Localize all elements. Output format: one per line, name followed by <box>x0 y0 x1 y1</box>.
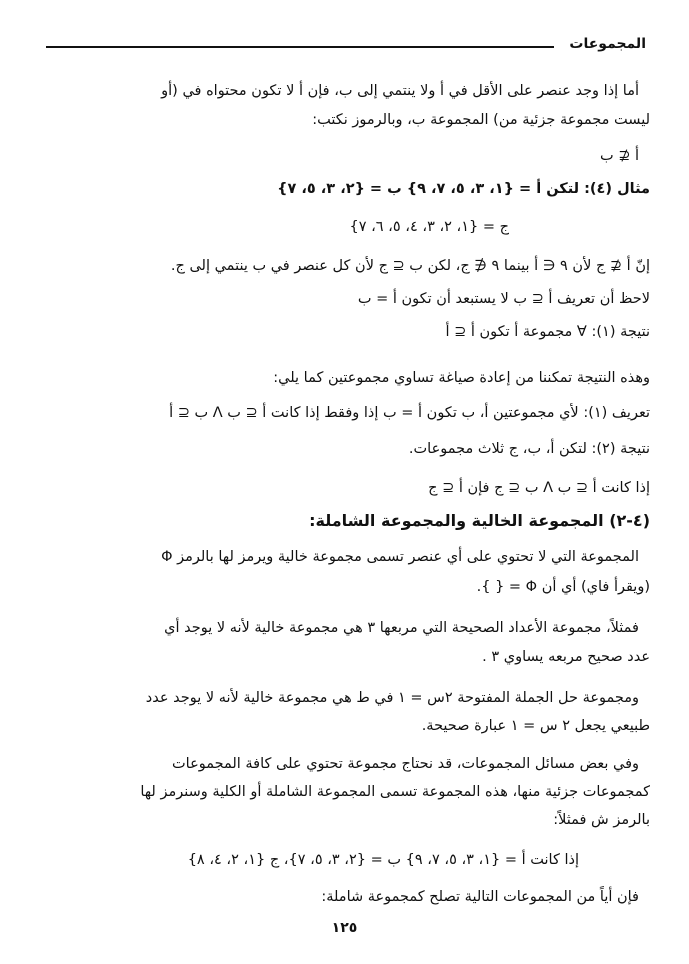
text-line: لاحظ أن تعريف أ ⊆ ب لا يستبعد أن تكون أ = ب <box>357 291 650 307</box>
text-line: عدد صحيح مربعه يساوي ٣ . <box>482 649 650 665</box>
text-line: وهذه النتيجة تمكننا من إعادة صياغة تساوي مجموعتين كما يلي: <box>273 370 650 386</box>
definition-line: تعريف (١): لأي مجموعتين أ، ب تكون أ = ب إذا وفقط إذا كانت أ ⊆ ب Λ ب ⊆ أ <box>169 405 650 421</box>
text-line: وفي بعض مسائل المجموعات، قد نحتاج مجموعة تحتوي على كافة المجموعات <box>172 756 639 772</box>
section-heading: (٤-٢) المجموعة الخالية والمجموعة الشاملة: <box>309 511 650 530</box>
text-line: بالرمز ش فمثلاً: <box>553 812 650 828</box>
text-line: المجموعة التي لا تحتوي على أي عنصر تسمى مجموعة خالية ويرمز لها بالرمز Φ <box>161 549 639 565</box>
text-line: فمثلاً، مجموعة الأعداد الصحيحة التي مربعها ٣ هي مجموعة خالية لأنه لا يوجد أي <box>164 620 639 636</box>
text-line: (ويقرأ فاي) أي أن Φ = { }. <box>476 579 650 595</box>
text-line: إنّ أ ⊈ ج لأن ٩ ∈ أ بينما ٩ ∉ ج، لكن ب ⊆ ج لأن كل عنصر في ب ينتمي إلى ج. <box>170 258 650 274</box>
result-line: نتيجة (١): ∀ مجموعة أ تكون أ ⊆ أ <box>445 324 650 340</box>
text-line: أما إذا وجد عنصر على الأقل في أ ولا ينتمي إلى ب، فإن أ لا تكون محتواه في (أو <box>161 83 639 99</box>
text-line: ومجموعة حل الجملة المفتوحة ٢س = ١ في ط هي مجموعة خالية لأنه لا يوجد عدد <box>145 690 639 706</box>
formula-line: أ ⊈ ب <box>599 148 639 164</box>
result-line: نتيجة (٢): لتكن أ، ب، ج ثلاث مجموعات. <box>408 441 650 457</box>
formula-line: إذا كانت أ ⊆ ب Λ ب ⊆ ج فإن أ ⊆ ج <box>428 480 650 496</box>
page-number: ١٢٥ <box>331 920 358 936</box>
text-line: ليست مجموعة جزئية من) المجموعة ب، وبالرموز نكتب: <box>312 112 650 128</box>
formula-line: ج = {١، ٢، ٣، ٤، ٥، ٦، ٧} <box>349 219 509 235</box>
text-line: فإن أياً من المجموعات التالية تصلح كمجموعة شاملة: <box>321 889 639 905</box>
header-title: المجموعات <box>569 36 646 52</box>
text-line: طبيعي يجعل ٢ س = ١ عبارة صحيحة. <box>421 718 650 734</box>
formula-line: إذا كانت أ = {١، ٣، ٥، ٧، ٩} ب = {٢، ٣، ٥، ٧}، ج {١، ٢، ٤، ٨} <box>187 852 579 868</box>
text-line: كمجموعات جزئية منها، هذه المجموعة تسمى المجموعة الشاملة أو الكلية وسنرمز لها <box>140 784 650 800</box>
example-line: مثال (٤): لتكن أ = {١، ٣، ٥، ٧، ٩} ب = {٢، ٣، ٥، ٧} <box>277 181 650 197</box>
